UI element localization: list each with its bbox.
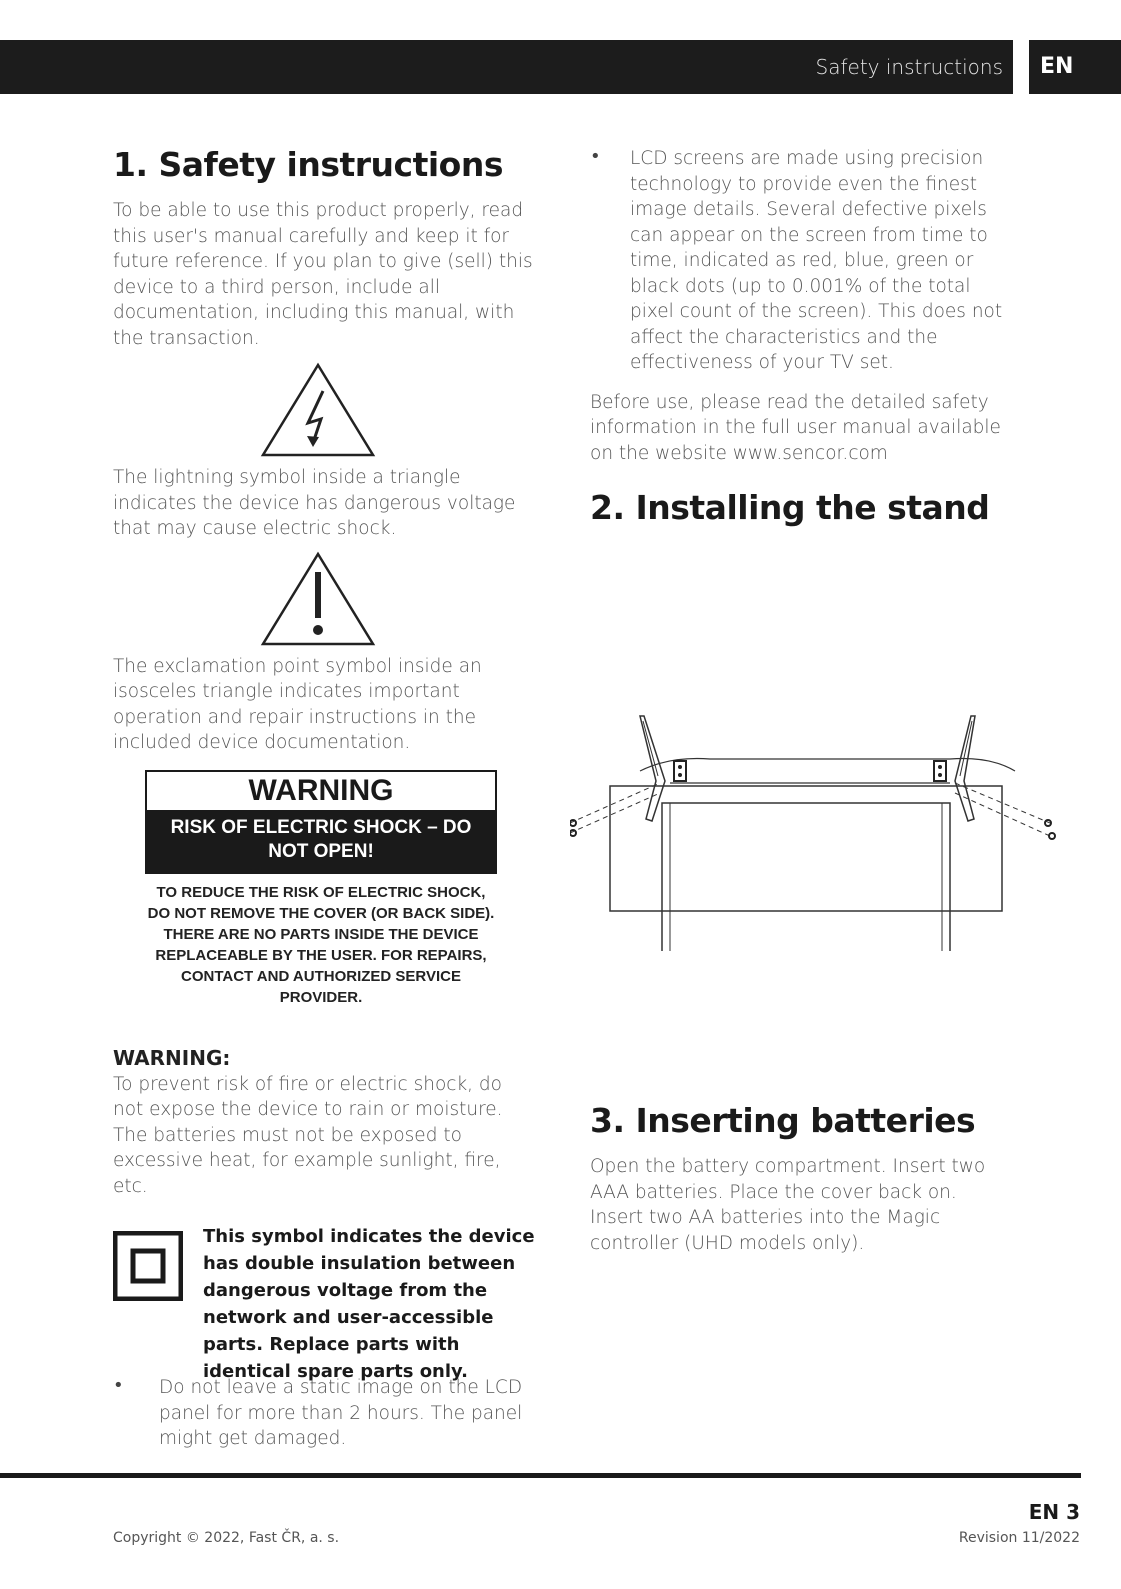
- section1-intro: To be able to use this product properly, read this user's manual carefully and keep it for future reference. If you plan to give (sell) this device to a third person, include all documentation, including this manual, with the transaction.: [113, 200, 533, 349]
- warning-box-title: WARNING: [248, 773, 394, 807]
- page-number: EN 3: [1028, 1500, 1080, 1524]
- copyright-text: Copyright © 2022, Fast ČR, a. s.: [113, 1530, 340, 1546]
- header-bar: [0, 40, 1013, 94]
- bullet-marker: •: [113, 1375, 124, 1396]
- section3-text2: Insert two AA batteries into the Magic controller (UHD models only).: [590, 1207, 941, 1254]
- lightning-text: The lightning symbol inside a triangle indicates the device has dangerous voltage that may cause electric shock.: [113, 467, 516, 539]
- stand-installation-diagram: [570, 711, 1090, 951]
- warning-text: To prevent risk of fire or electric shock, do not expose the device to rain or moisture. The batteries must not be exposed to excessive heat, for example sunlight, fire, etc.: [113, 1073, 503, 1197]
- warning-box-text: TO REDUCE THE RISK OF ELECTRIC SHOCK, DO NOT REMOVE THE COVER (OR BACK SIDE). THERE ARE NO PARTS INSIDE THE DEVICE REPLACEABLE BY THE USER. FOR REPAIRS, CONTACT AND AUTHORIZED SERVICE PROVIDER.: [147, 883, 495, 1006]
- section2-heading: 2. Installing the stand: [590, 488, 990, 527]
- revision-text: Revision 11/2022: [958, 1530, 1080, 1546]
- bullet-marker: •: [590, 146, 601, 167]
- warning-heading: WARNING:: [113, 1045, 231, 1070]
- exclamation-text: The exclamation point symbol inside an isosceles triangle indicates important operation and repair instructions in the included device documentation.: [113, 655, 482, 753]
- before-use-text: Before use, please read the detailed safety information in the full user manual available on the website www.sencor.com: [590, 391, 1001, 464]
- double-insulation-icon: [113, 1231, 183, 1301]
- double-insulation-text: This symbol indicates the device has double insulation between dangerous voltage from the network and user-accessible parts. Replace parts with identical spare parts only.: [203, 1226, 535, 1382]
- exclamation-warning-icon: [113, 550, 538, 650]
- section3-text1: Open the battery compartment. Insert two AAA batteries. Place the cover back on.: [590, 1156, 986, 1203]
- bullet-text: LCD screens are made using precision technology to provide even the finest image details. Several defective pixels can appear on the screen from time to time, indicated as red, blue, green or black dots (up to 0.001% of the total pixel count of the screen). This does not affect the characteristics and the effectiveness of your TV set.: [630, 148, 1003, 373]
- right-column: [590, 140, 1020, 1256]
- section3-heading: 3. Inserting batteries: [590, 1101, 976, 1140]
- footer-divider: [0, 1473, 1081, 1478]
- list-item: [113, 1375, 538, 1452]
- section1-heading: 1. Safety instructions: [113, 145, 503, 184]
- header-gap: [1013, 40, 1029, 94]
- lightning-warning-icon: [113, 361, 538, 461]
- bullet-text: Do not leave a static image on the LCD panel for more than 2 hours. The panel might get damaged.: [159, 1377, 523, 1449]
- left-column: [113, 140, 538, 1452]
- warning-box: [145, 770, 497, 874]
- list-item: [590, 146, 1020, 376]
- header-title: Safety instructions: [815, 55, 1003, 79]
- double-insulation-block: [113, 1223, 538, 1382]
- language-badge: EN: [1029, 40, 1121, 94]
- warning-box-subtitle: RISK OF ELECTRIC SHOCK – DO NOT OPEN!: [147, 810, 495, 872]
